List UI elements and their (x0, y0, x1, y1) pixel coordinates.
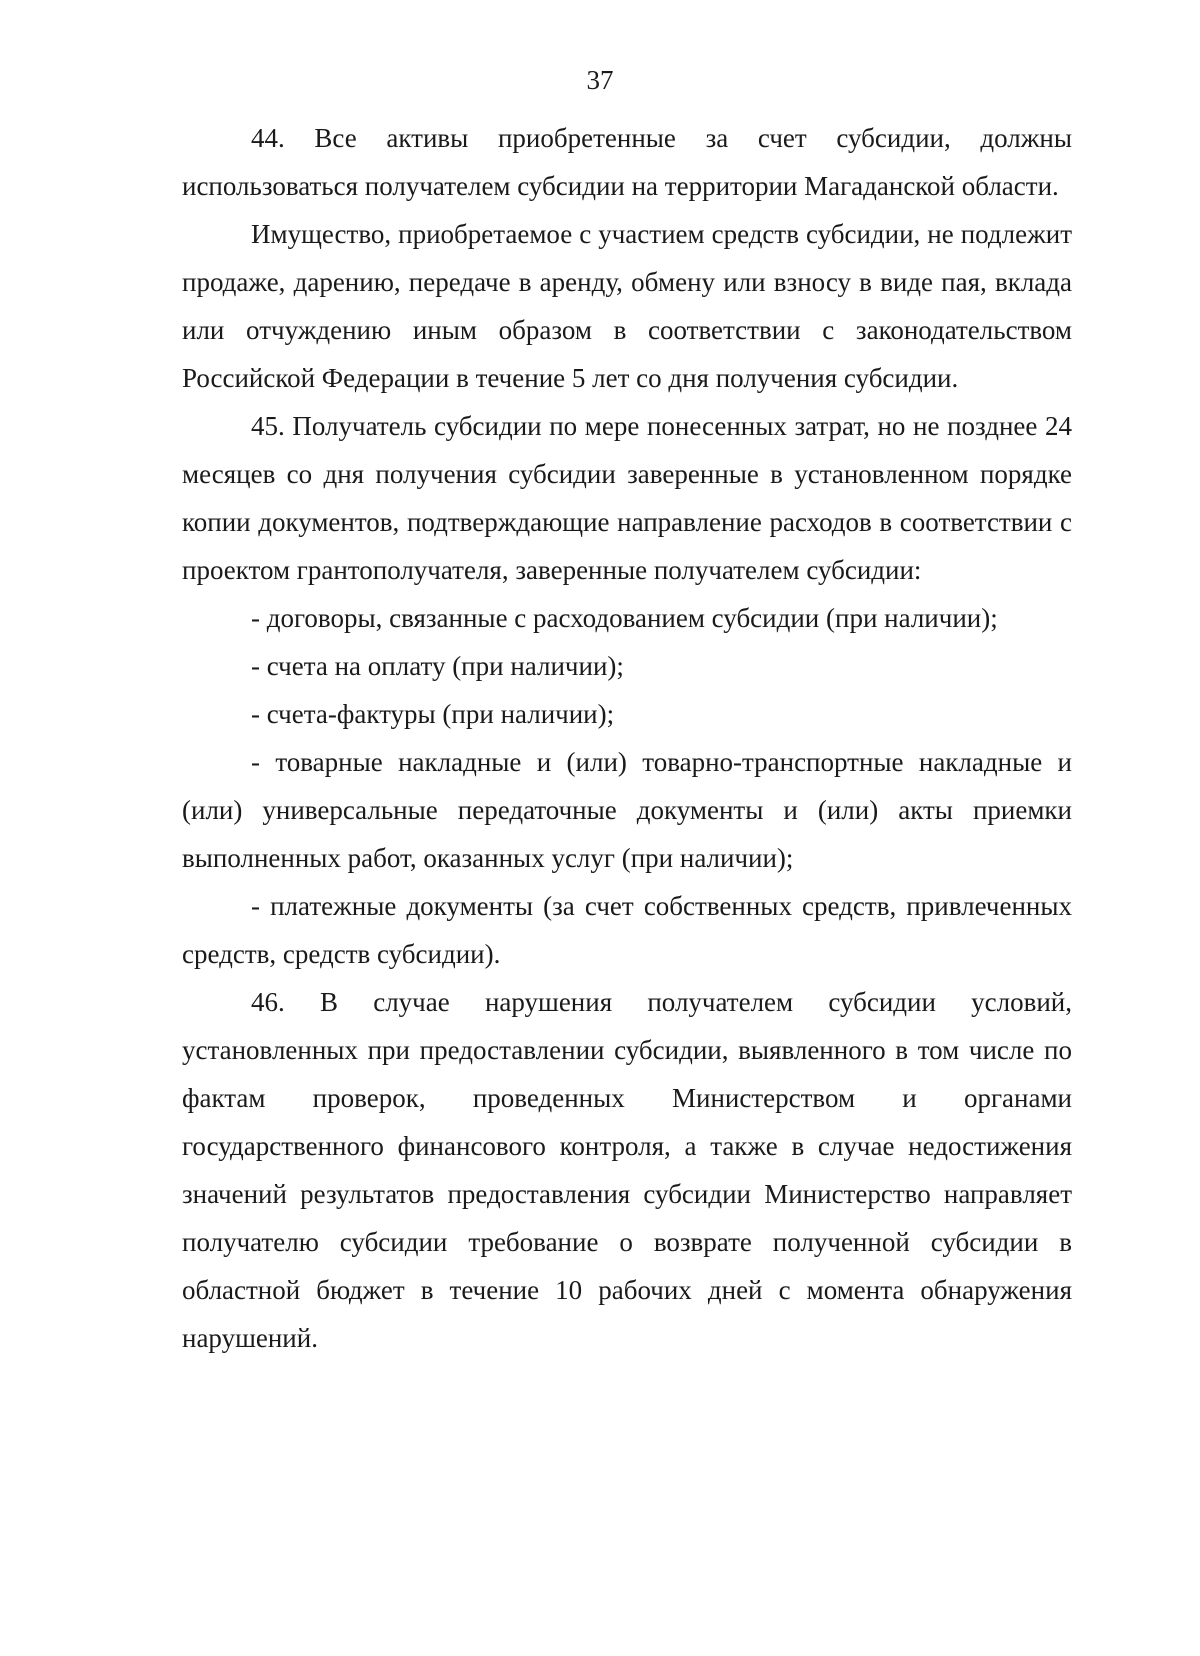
list-item-payment-documents: - платежные документы (за счет собственных средств, привлеченных средств, средств субсидии). (182, 891, 1072, 969)
paragraph-45: 45. Получатель субсидии по мере понесенных затрат, но не позднее 24 месяцев со дня получения субсидии заверенные в установленном порядке копии документов, подтверждающие направление расходов в соответствии с проектом грантополучателя, заверенные получателем субсидии: (182, 411, 1072, 585)
paragraph-44: 44. Все активы приобретенные за счет субсидии, должны использоваться получателем субсидии на территории Магаданской области. (182, 123, 1072, 201)
list-item-waybills: - товарные накладные и (или) товарно-транспортные накладные и (или) универсальные передаточные документы и (или) акты приемки выполненных работ, оказанных услуг (при наличии); (182, 747, 1072, 873)
list-item-invoices: - счета на оплату (при наличии); (251, 651, 624, 681)
list-item-contracts: - договоры, связанные с расходованием субсидии (при наличии); (251, 603, 998, 633)
document-body (182, 114, 1072, 1362)
page-number: 37 (586, 65, 614, 95)
paragraph-property-restriction: Имущество, приобретаемое с участием средств субсидии, не подлежит продаже, дарению, передаче в аренду, обмену или взносу в виде пая, вклада или отчуждению иным образом в соответствии с законодательством Российской Федерации в течение 5 лет со дня получения субсидии. (182, 219, 1072, 393)
list-item-tax-invoices: - счета-фактуры (при наличии); (251, 699, 615, 729)
paragraph-46: 46. В случае нарушения получателем субсидии условий, установленных при предоставлении субсидии, выявленного в том числе по фактам проверок, проведенных Министерством и органами государственного финансового контроля, а также в случае недостижения значений результатов предоставления субсидии Министерство направляет получателю субсидии требование о возврате полученной субсидии в областной бюджет в течение 10 рабочих дней с момента обнаружения нарушений. (182, 987, 1072, 1353)
